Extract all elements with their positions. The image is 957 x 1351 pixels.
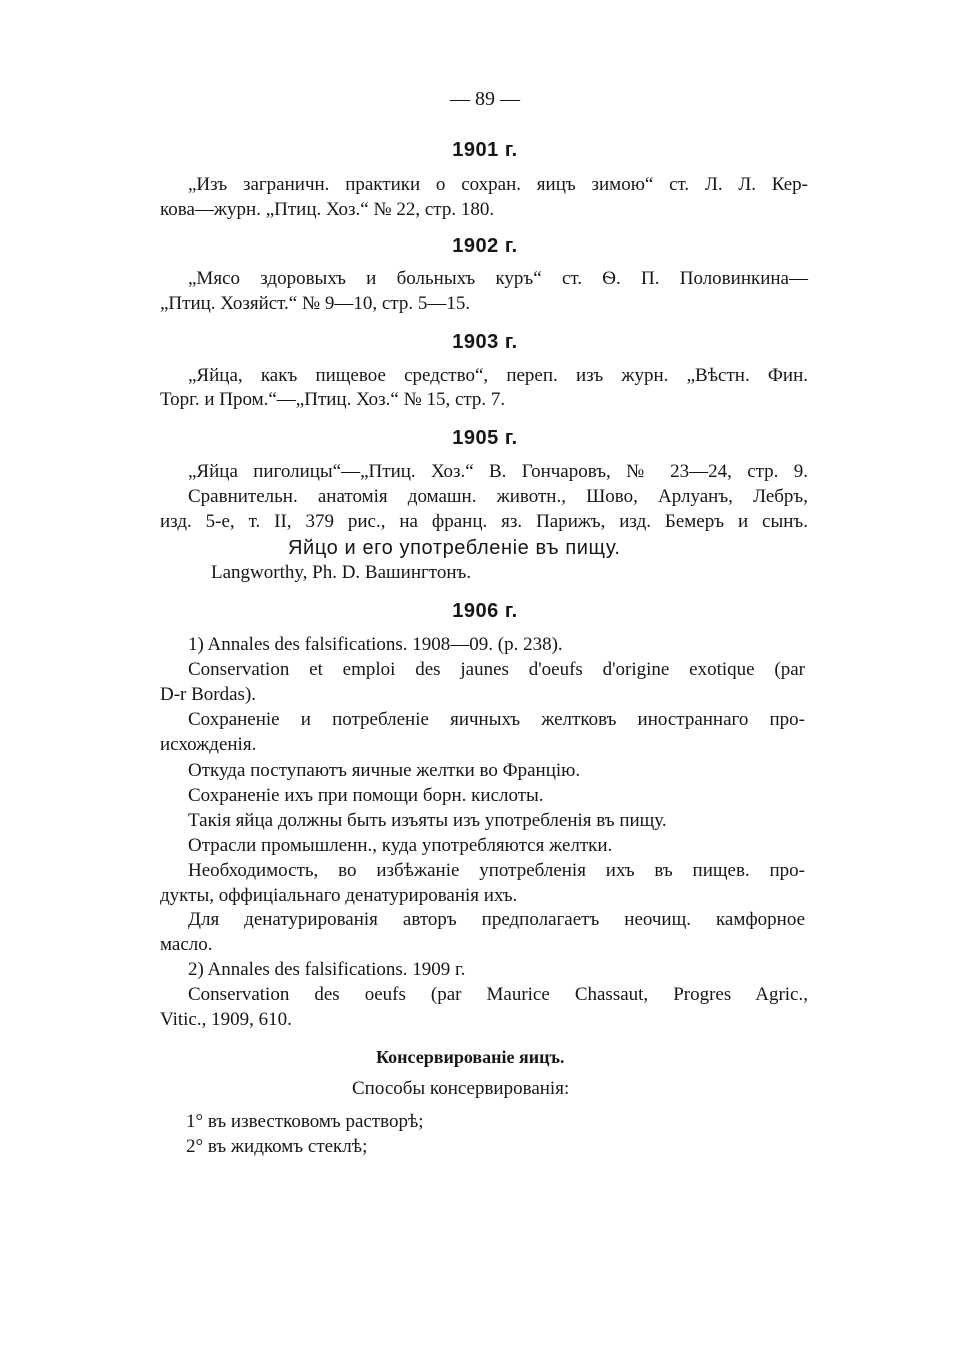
entry-line: 2) Annales des falsifications. 1909 г.	[188, 959, 466, 980]
entry-line: „Яйца, какъ пищевое средство“, переп. изъ журн. „Вѣстн. Фин.	[188, 365, 808, 386]
conservation-item: 1° въ известковомъ растворѣ;	[186, 1111, 424, 1132]
entry-line: Сохраненіе ихъ при помощи борн. кислоты.	[188, 785, 544, 806]
entry-line: изд. 5-е, т. II, 379 рис., на франц. яз. Парижъ, изд. Бемеръ и сынъ.	[160, 511, 808, 532]
year-heading-1905: 1905 г.	[452, 427, 518, 449]
book-author: Langworthy, Ph. D. Вашингтонъ.	[211, 562, 472, 583]
book-title: Яйцо и его употребленіе въ пищу.	[288, 537, 621, 559]
entry-line: Conservation des oeufs (par Maurice Chassaut, Progres Agric.,	[188, 984, 808, 1005]
entry-line: „Яйца пиголицы“—„Птиц. Хоз.“ В. Гончаровъ, № 23—24, стр. 9.	[188, 461, 808, 482]
entry-line: 1) Annales des falsifications. 1908—09. (p. 238).	[188, 634, 563, 655]
year-heading-1902: 1902 г.	[452, 235, 518, 257]
year-heading-1906: 1906 г.	[452, 600, 518, 622]
entry-line: Необходимость, во избѣжаніе употребленія ихъ въ пищев. про-	[188, 860, 805, 881]
year-heading-1903: 1903 г.	[452, 331, 518, 353]
entry-line: „Изъ заграничн. практики о сохран. яицъ зимою“ ст. Л. Л. Кер-	[188, 174, 808, 195]
entry-line: исхожденія.	[160, 734, 257, 755]
page-number: — 89 —	[450, 88, 520, 110]
entry-line: „Мясо здоровыхъ и больныхъ куръ“ ст. Ѳ. П. Половинкина—	[188, 268, 808, 289]
entry-line: Торг. и Пром.“—„Птиц. Хоз.“ № 15, стр. 7.	[160, 389, 506, 410]
conservation-subheading: Способы консервированія:	[352, 1078, 570, 1099]
entry-line: масло.	[160, 934, 213, 955]
year-heading-1901: 1901 г.	[452, 139, 518, 161]
entry-line: Для денатурированія авторъ предполагаетъ неочищ. камфорное	[188, 909, 805, 930]
conservation-heading: Консервированіе яицъ.	[376, 1047, 565, 1067]
entry-line: Сохраненіе и потребленіе яичныхъ желтковъ иностраннаго про-	[188, 709, 805, 730]
entry-line: дукты, оффиціальнаго денатурированія ихъ.	[160, 885, 518, 906]
entry-line: „Птиц. Хозяйст.“ № 9—10, стр. 5—15.	[160, 293, 471, 314]
conservation-item: 2° въ жидкомъ стеклѣ;	[186, 1136, 368, 1157]
entry-line: Сравнительн. анатомія домашн. животн., Шово, Арлуанъ, Лебръ,	[188, 486, 808, 507]
entry-line: Vitic., 1909, 610.	[160, 1009, 292, 1030]
entry-line: Такія яйца должны быть изъяты изъ употребленія въ пищу.	[188, 810, 667, 831]
entry-line: Откуда поступаютъ яичные желтки во Францію.	[188, 760, 581, 781]
entry-line: Отрасли промышленн., куда употребляются желтки.	[188, 835, 613, 856]
entry-line: кова—журн. „Птиц. Хоз.“ № 22, стр. 180.	[160, 199, 495, 220]
entry-line: D-r Bordas).	[160, 684, 257, 705]
entry-line: Conservation et emploi des jaunes d'oeufs d'origine exotique (par	[188, 659, 805, 680]
